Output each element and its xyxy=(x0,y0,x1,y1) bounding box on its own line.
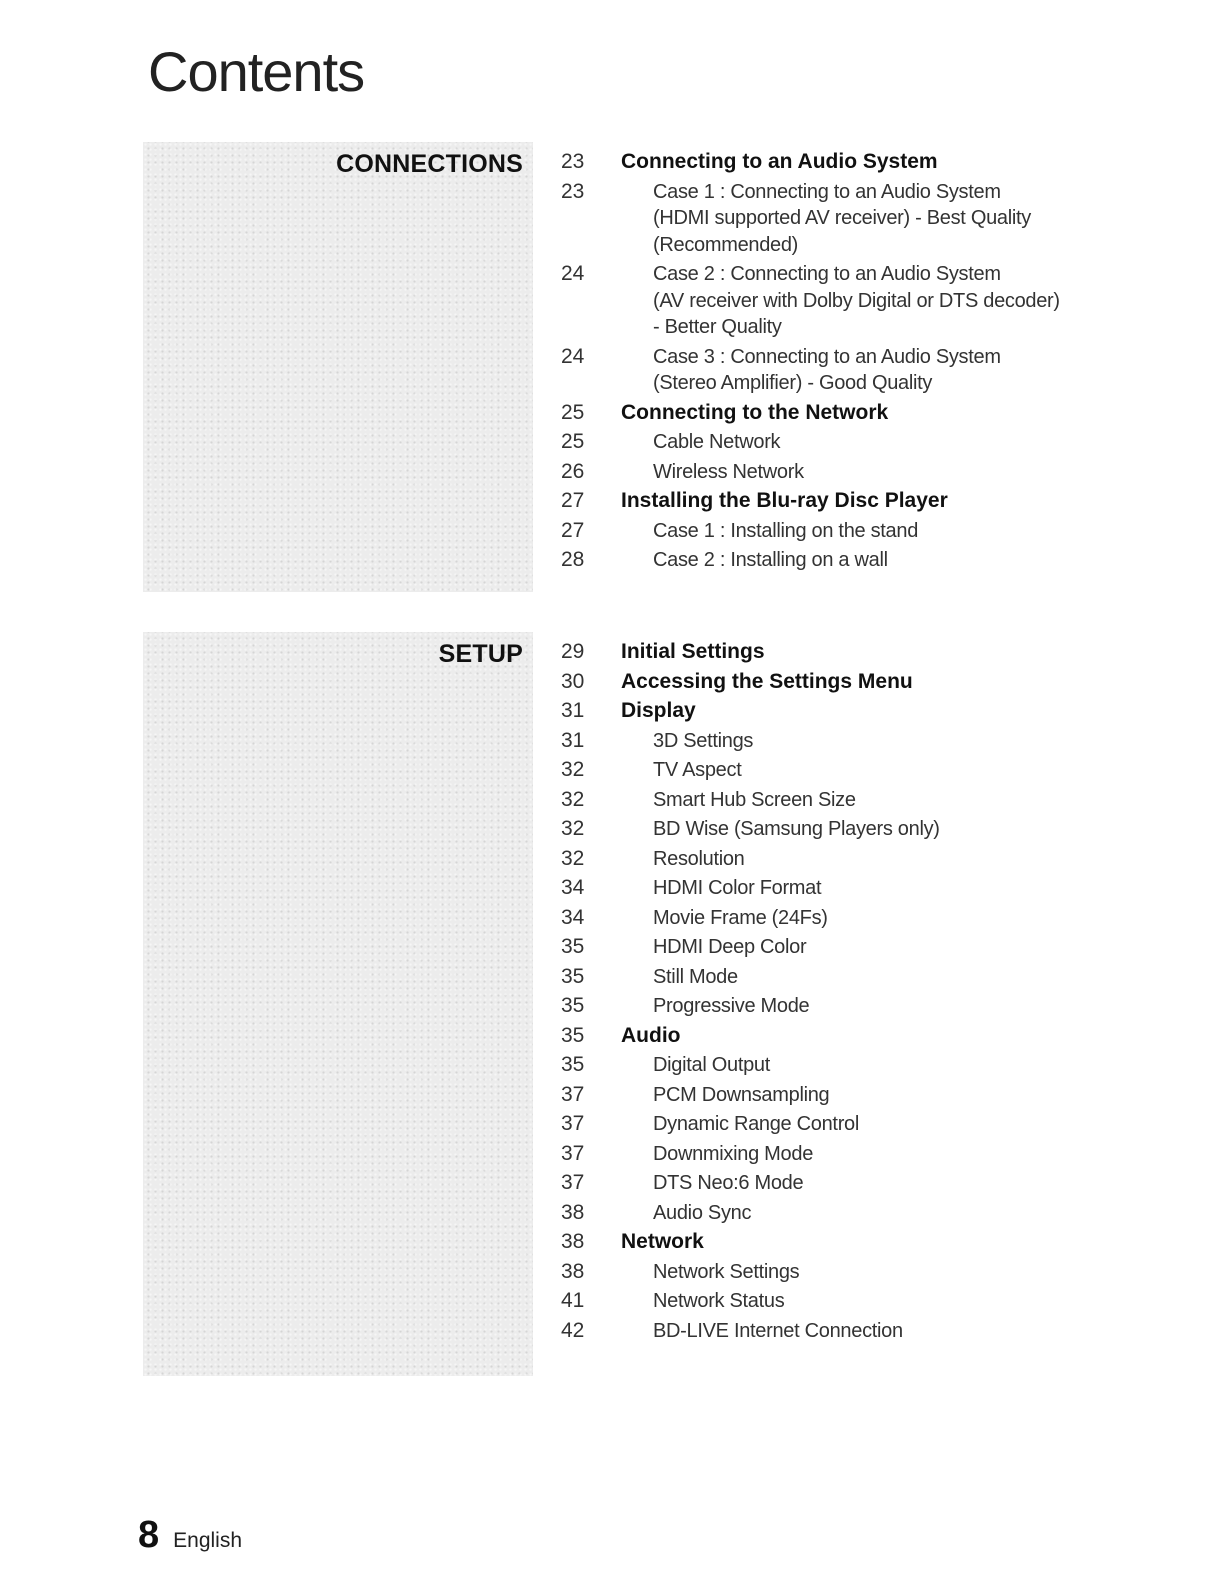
toc-page-number: 32 xyxy=(561,758,585,781)
toc-page-number: 37 xyxy=(561,1171,585,1194)
toc-entry-sub xyxy=(561,1052,1121,1079)
toc-entry-sub xyxy=(561,459,1121,486)
toc-page-number: 37 xyxy=(561,1112,585,1135)
toc-page-number: 26 xyxy=(561,459,585,483)
toc-entry-sub xyxy=(561,1141,1121,1168)
toc-entry-sub xyxy=(561,1318,1121,1345)
toc-entry-title: Still Mode xyxy=(653,965,738,988)
toc-page-number: 29 xyxy=(561,640,585,663)
toc-page-number: 23 xyxy=(561,179,585,203)
toc-entry-main xyxy=(561,1023,1121,1050)
toc-entry-sub xyxy=(561,1111,1121,1138)
toc-entry-sub xyxy=(561,728,1121,755)
toc-page-number: 27 xyxy=(561,489,585,512)
toc-entry-title: Connecting to an Audio System xyxy=(621,150,938,173)
toc-page-number: 32 xyxy=(561,846,585,870)
toc-page-number: 38 xyxy=(561,1200,585,1224)
toc-entry-title: Movie Frame (24Fs) xyxy=(653,906,828,929)
toc-entry-sub xyxy=(561,1288,1121,1315)
toc-entry-title: Cable Network xyxy=(653,431,781,453)
toc-page-number: 35 xyxy=(561,964,585,988)
toc-page-number: 35 xyxy=(561,935,585,958)
toc-page-number: 31 xyxy=(561,699,585,722)
toc-entry-title: 3D Settings xyxy=(653,729,754,752)
toc-page-number: 23 xyxy=(561,150,585,173)
toc-page-number: 31 xyxy=(561,728,585,752)
toc-entry-title: Accessing the Settings Menu xyxy=(621,669,913,693)
toc-page-number: 24 xyxy=(561,344,585,368)
toc-page-number: 37 xyxy=(561,1082,585,1106)
toc-entry-sub xyxy=(561,547,1121,574)
page-number: 8 xyxy=(138,1514,160,1556)
toc-entry-main xyxy=(561,1229,1121,1256)
toc-page-number: 34 xyxy=(561,905,585,929)
toc-page-number: 35 xyxy=(561,1023,585,1047)
toc-entry-title: Digital Output xyxy=(653,1054,770,1076)
toc-entry-sub xyxy=(561,993,1121,1020)
toc-entry-sub xyxy=(561,816,1121,843)
toc-page-number: 41 xyxy=(561,1289,585,1312)
toc-entry-sub xyxy=(561,429,1121,456)
toc-entry-sub xyxy=(561,757,1121,784)
toc-entry-title: Network Status xyxy=(653,1290,785,1312)
toc-entry-title: HDMI Deep Color xyxy=(653,936,807,958)
toc-entry-sub xyxy=(561,905,1121,932)
toc-page-number: 38 xyxy=(561,1259,585,1283)
toc-entry-title: Case 2 : Installing on a wall xyxy=(653,549,888,571)
toc-entry-main xyxy=(561,639,1121,666)
toc-entry-main xyxy=(561,149,1121,176)
toc-entry-title: Downmixing Mode xyxy=(653,1142,814,1165)
toc-entry-title: Audio xyxy=(621,1023,681,1047)
toc-page-number: 37 xyxy=(561,1141,585,1165)
toc-entry-title: Network xyxy=(621,1230,704,1253)
toc-entry-sub xyxy=(561,1082,1121,1109)
toc-entry-title: Network Settings xyxy=(653,1260,800,1283)
toc-entry-title: Installing the Blu-ray Disc Player xyxy=(621,489,948,512)
toc-entry-sub xyxy=(561,964,1121,991)
section-connections xyxy=(143,142,1143,592)
section-setup xyxy=(143,632,1143,1376)
toc-entry-title: Initial Settings xyxy=(621,640,765,663)
toc-list-setup xyxy=(561,636,1121,1344)
toc-entry-sub xyxy=(561,1259,1121,1286)
toc-page-number: 27 xyxy=(561,518,585,542)
page-title: Contents xyxy=(148,40,365,103)
toc-entry-title: DTS Neo:6 Mode xyxy=(653,1172,804,1194)
toc-entry-sub xyxy=(561,787,1121,814)
section-panel-connections xyxy=(143,142,533,592)
toc-page-number: 24 xyxy=(561,262,585,285)
toc-page-number: 35 xyxy=(561,1053,585,1076)
toc-entry-title: Case 2 : Connecting to an Audio System (AV receiver with Dolby Digital or DTS decoder) - Better Quality xyxy=(653,263,1060,338)
toc-entry-sub xyxy=(561,1170,1121,1197)
toc-entry-sub xyxy=(561,344,1121,397)
toc-entry-title: Case 1 : Installing on the stand xyxy=(653,519,919,542)
toc-page-number: 35 xyxy=(561,994,585,1017)
toc-page-number: 38 xyxy=(561,1230,585,1253)
footer-language: English xyxy=(173,1529,243,1552)
toc-entry-sub xyxy=(561,179,1121,259)
toc-entry-sub xyxy=(561,846,1121,873)
toc-entry-title: Case 1 : Connecting to an Audio System (HDMI supported AV receiver) - Best Quality (Recommended) xyxy=(653,180,1031,256)
toc-entry-main xyxy=(561,400,1121,427)
toc-entry-main xyxy=(561,669,1121,696)
toc-entry-title: Wireless Network xyxy=(653,460,804,483)
toc-list-connections xyxy=(561,146,1121,574)
toc-entry-title: PCM Downsampling xyxy=(653,1083,830,1106)
toc-entry-title: Connecting to the Network xyxy=(621,400,889,424)
toc-entry-sub xyxy=(561,261,1121,341)
toc-entry-title: Resolution xyxy=(653,847,745,870)
toc-entry-main xyxy=(561,698,1121,725)
toc-entry-title: TV Aspect xyxy=(653,759,742,781)
toc-page-number: 25 xyxy=(561,400,585,424)
section-heading-setup: SETUP xyxy=(438,640,523,668)
toc-page-number: 42 xyxy=(561,1318,585,1342)
toc-entry-sub xyxy=(561,1200,1121,1227)
toc-entry-main xyxy=(561,488,1121,515)
toc-page-number: 32 xyxy=(561,787,585,811)
toc-entry-title: Progressive Mode xyxy=(653,995,810,1017)
toc-entry-title: Audio Sync xyxy=(653,1201,752,1224)
toc-entry-sub xyxy=(561,934,1121,961)
page-footer xyxy=(138,1514,242,1557)
toc-entry-sub xyxy=(561,518,1121,545)
toc-entry-title: Case 3 : Connecting to an Audio System (Stereo Amplifier) - Good Quality xyxy=(653,345,1001,394)
toc-entry-title: Display xyxy=(621,699,696,722)
toc-entry-title: Dynamic Range Control xyxy=(653,1113,860,1135)
toc-entry-title: Smart Hub Screen Size xyxy=(653,788,856,811)
toc-entry-title: BD Wise (Samsung Players only) xyxy=(653,818,940,840)
toc-page-number: 28 xyxy=(561,548,585,571)
toc-page-number: 25 xyxy=(561,430,585,453)
toc-page-number: 30 xyxy=(561,669,585,693)
section-panel-setup xyxy=(143,632,533,1376)
toc-entry-sub xyxy=(561,875,1121,902)
toc-page-number: 32 xyxy=(561,817,585,840)
toc-page-number: 34 xyxy=(561,876,585,899)
section-heading-connections: CONNECTIONS xyxy=(336,150,523,178)
toc-entry-title: HDMI Color Format xyxy=(653,877,822,899)
toc-entry-title: BD-LIVE Internet Connection xyxy=(653,1319,903,1342)
